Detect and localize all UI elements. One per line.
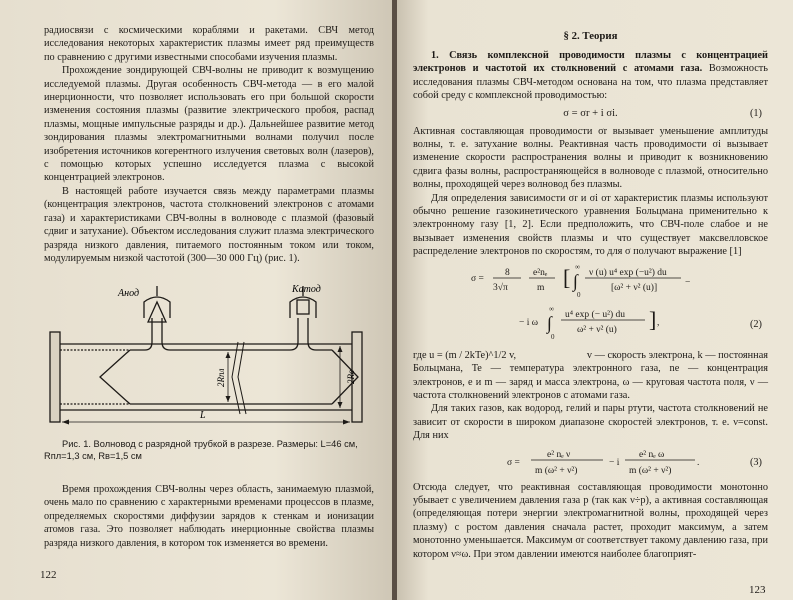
left-page — [0, 0, 392, 600]
equation-3-graphic — [413, 445, 768, 481]
svg-text:]: ] — [649, 306, 657, 332]
equation-1-number: (1) — [749, 107, 762, 119]
right-paragraph-d: Для таких газов, как водород, гелий и пары ртути, частота столкновений не зависит от скорости в широком диапазоне скоростей электронов, т. е. ν=const. Для них — [413, 403, 768, 442]
section-title: § 2. Теория — [563, 30, 618, 42]
dim-l-label: L — [200, 410, 206, 421]
left-text-column — [44, 24, 374, 265]
svg-text:∫: ∫ — [547, 312, 552, 333]
equation-2-graphic — [413, 263, 768, 349]
caption-line-1: Рис. 1. Волновод с разрядной трубкой в разрезе. Размеры: L=46 см, — [62, 439, 358, 449]
svg-text:[: [ — [563, 264, 571, 290]
svg-text:m (ω² + ν²): m (ω² + ν²) — [629, 465, 672, 476]
svg-text:0: 0 — [551, 332, 555, 341]
svg-text:∞: ∞ — [549, 304, 554, 313]
left-paragraph-1: радиосвязи с космическими кораблями и ракетами. СВЧ метод исследования некоторых характеристик плазмы имеет ряд преимуществ по сравнению с другими известными способами изучения плазмы. — [44, 25, 374, 63]
right-page-number: 123 — [749, 584, 766, 596]
right-paragraph-a: Активная составляющая проводимости σr вызывает уменьшение амплитуды волны, т. е. затухание волны. Реактивная часть проводимости σi вызывает изменение скорости распространения волны и приводит к возникновению сдвига фазы волны, распространяющейся в волноводе с плазмой, относительно волны, проходящей через волновод без плазмы. — [413, 125, 768, 191]
svg-text:∫: ∫ — [573, 270, 578, 291]
cathode-label: Катод — [292, 284, 321, 295]
right-paragraph-c: Больцмана, Te — температура электронного газа, ne — концентрация электронов, e и m — заряд и масса электрона, ω — круговая частота поля, ν — частота столкновений электронов с атомами газа. — [413, 363, 768, 401]
svg-text:∞: ∞ — [575, 262, 580, 271]
svg-text:−: − — [685, 277, 691, 288]
caption-line-2: Rпл=1,3 см, Rв=1,5 см — [44, 451, 142, 461]
svg-text:− i ω: − i ω — [519, 317, 538, 328]
left-text-column-bottom — [44, 483, 374, 550]
svg-text:8: 8 — [505, 267, 510, 278]
svg-text:ν (u) u⁴ exp (−u²) du: ν (u) u⁴ exp (−u²) du — [589, 267, 667, 278]
svg-text:e² nₑ ω: e² nₑ ω — [639, 449, 665, 460]
left-paragraph-2: Прохождение зондирующей СВЧ-волны не приводит к возмущению исследуемой плазмы. Другая особенность СВЧ-метода — в его малой инерционности, что позволяет использовать его при большой скорости изменения состояния плазмы (развитие электрического пробоя, распад плазмы, мощные импульсные разряды и др.). Дальнейшее развитие метод зондирования плазмы электромагнитными волнами получил после изобретения источников когерентного излучения световых волн (лазеров), с помощью которых успешно исследуется плазма с высокой концентрацией электронов. — [44, 65, 374, 184]
equation-1-body: σ = σr + i σi. — [563, 107, 618, 119]
subsection-title: 1. Связь комплексной проводимости плазмы с концентрацией электронов и частотой их столкновений с атомами газа. — [413, 50, 768, 75]
svg-text:u⁴ exp (− u²) du: u⁴ exp (− u²) du — [565, 309, 626, 320]
equation-3-number: (3) — [749, 456, 762, 468]
anode-label: Анод — [118, 288, 139, 299]
svg-text:e² nₑ ν: e² nₑ ν — [547, 449, 571, 460]
right-paragraph-b: Для определения зависимости σr и σi от характеристик плазмы используют обычно решение газокинетического уравнения Больцмана применительно к электронному газу [1, 2]. Если предположить, что СВЧ-поле слабое и не вызывает изменения свойств плазмы и что существует максвелловское распределение электронов по скоростям, то для σ получают выражение [1] — [413, 192, 768, 258]
svg-text:,: , — [657, 317, 660, 328]
svg-text:.: . — [697, 457, 700, 468]
svg-text:0: 0 — [577, 290, 581, 299]
svg-text:ω² + ν² (u): ω² + ν² (u) — [577, 324, 617, 335]
svg-text:3√π: 3√π — [493, 282, 508, 293]
dim-2rpl-label: 2Rпл — [216, 368, 226, 387]
svg-text:m: m — [537, 282, 545, 293]
equation-2 — [413, 263, 768, 349]
dim-2rv-label: 2Rв — [346, 370, 356, 384]
right-page — [397, 0, 793, 600]
right-text-column — [413, 30, 768, 561]
subsection-paragraph — [413, 49, 768, 103]
right-paragraph-e: Отсюда следует, что реактивная составляющая проводимости монотонно убывает с увеличением давления газа p (так как ν÷p), а активная составляющая (определяющая потери энергии электромагнитной волны, проходящей через плазму) с ростом давления сначала растет, проходит максимум, а затем монотонно уменьшается. Максимум σr соответствует такому давлению газа, при котором ν≈ω. При этом давлении имеются наиболее благоприят- — [413, 481, 768, 560]
figure-1 — [40, 282, 376, 437]
svg-text:e²nₑ: e²nₑ — [533, 267, 548, 278]
param-v-definition: v — скорость электрона, k — постоянная — [586, 349, 768, 361]
svg-text:m (ω² + ν²): m (ω² + ν²) — [535, 465, 578, 476]
equation-3 — [413, 445, 768, 481]
right-paragraph-c-line1 — [413, 349, 768, 362]
equation-1 — [413, 108, 768, 119]
param-u-definition: где u = (m / 2kTe)^1/2 v, — [413, 349, 517, 361]
svg-text:σ =: σ = — [507, 457, 520, 468]
figure-caption — [44, 438, 374, 462]
subsection-text: Возможность исследования плазмы СВЧ-методом основана на том, что плазма представляет собой среду с комплексной проводимостью: — [413, 63, 768, 102]
svg-text:[ω² + ν² (u)]: [ω² + ν² (u)] — [611, 282, 658, 293]
svg-text:σ =: σ = — [471, 273, 484, 284]
equation-2-number: (2) — [749, 318, 762, 330]
svg-text:− i: − i — [609, 457, 620, 468]
left-paragraph-3: В настоящей работе изучается связь между параметрами плазмы (концентрация электронов, частота столкновений электронов с атомами газа) и характеристиками СВЧ-волны в волноводе с плазмой (фазовый сдвиг и затухание). Объектом исследования служит плазма электрического разряда низкого давления, питаемого постоянным током или током, модулируемым низкой частотой (300—30 000 Гц) (рис. 1). — [44, 185, 374, 264]
left-paragraph-4: Время прохождения СВЧ-волны через область, занимаемую плазмой, очень мало по сравнению с характерными временами процессов в плазме, определяемых скоростями диффузии зарядов к стенкам и ионизации атомов газа. Это позволяет наблюдать инерционные свойства плазмы разряда низкого давления, в котором ток изменяется во времени. — [44, 484, 374, 549]
waveguide-diagram — [40, 282, 376, 432]
left-page-number: 122 — [40, 569, 57, 581]
